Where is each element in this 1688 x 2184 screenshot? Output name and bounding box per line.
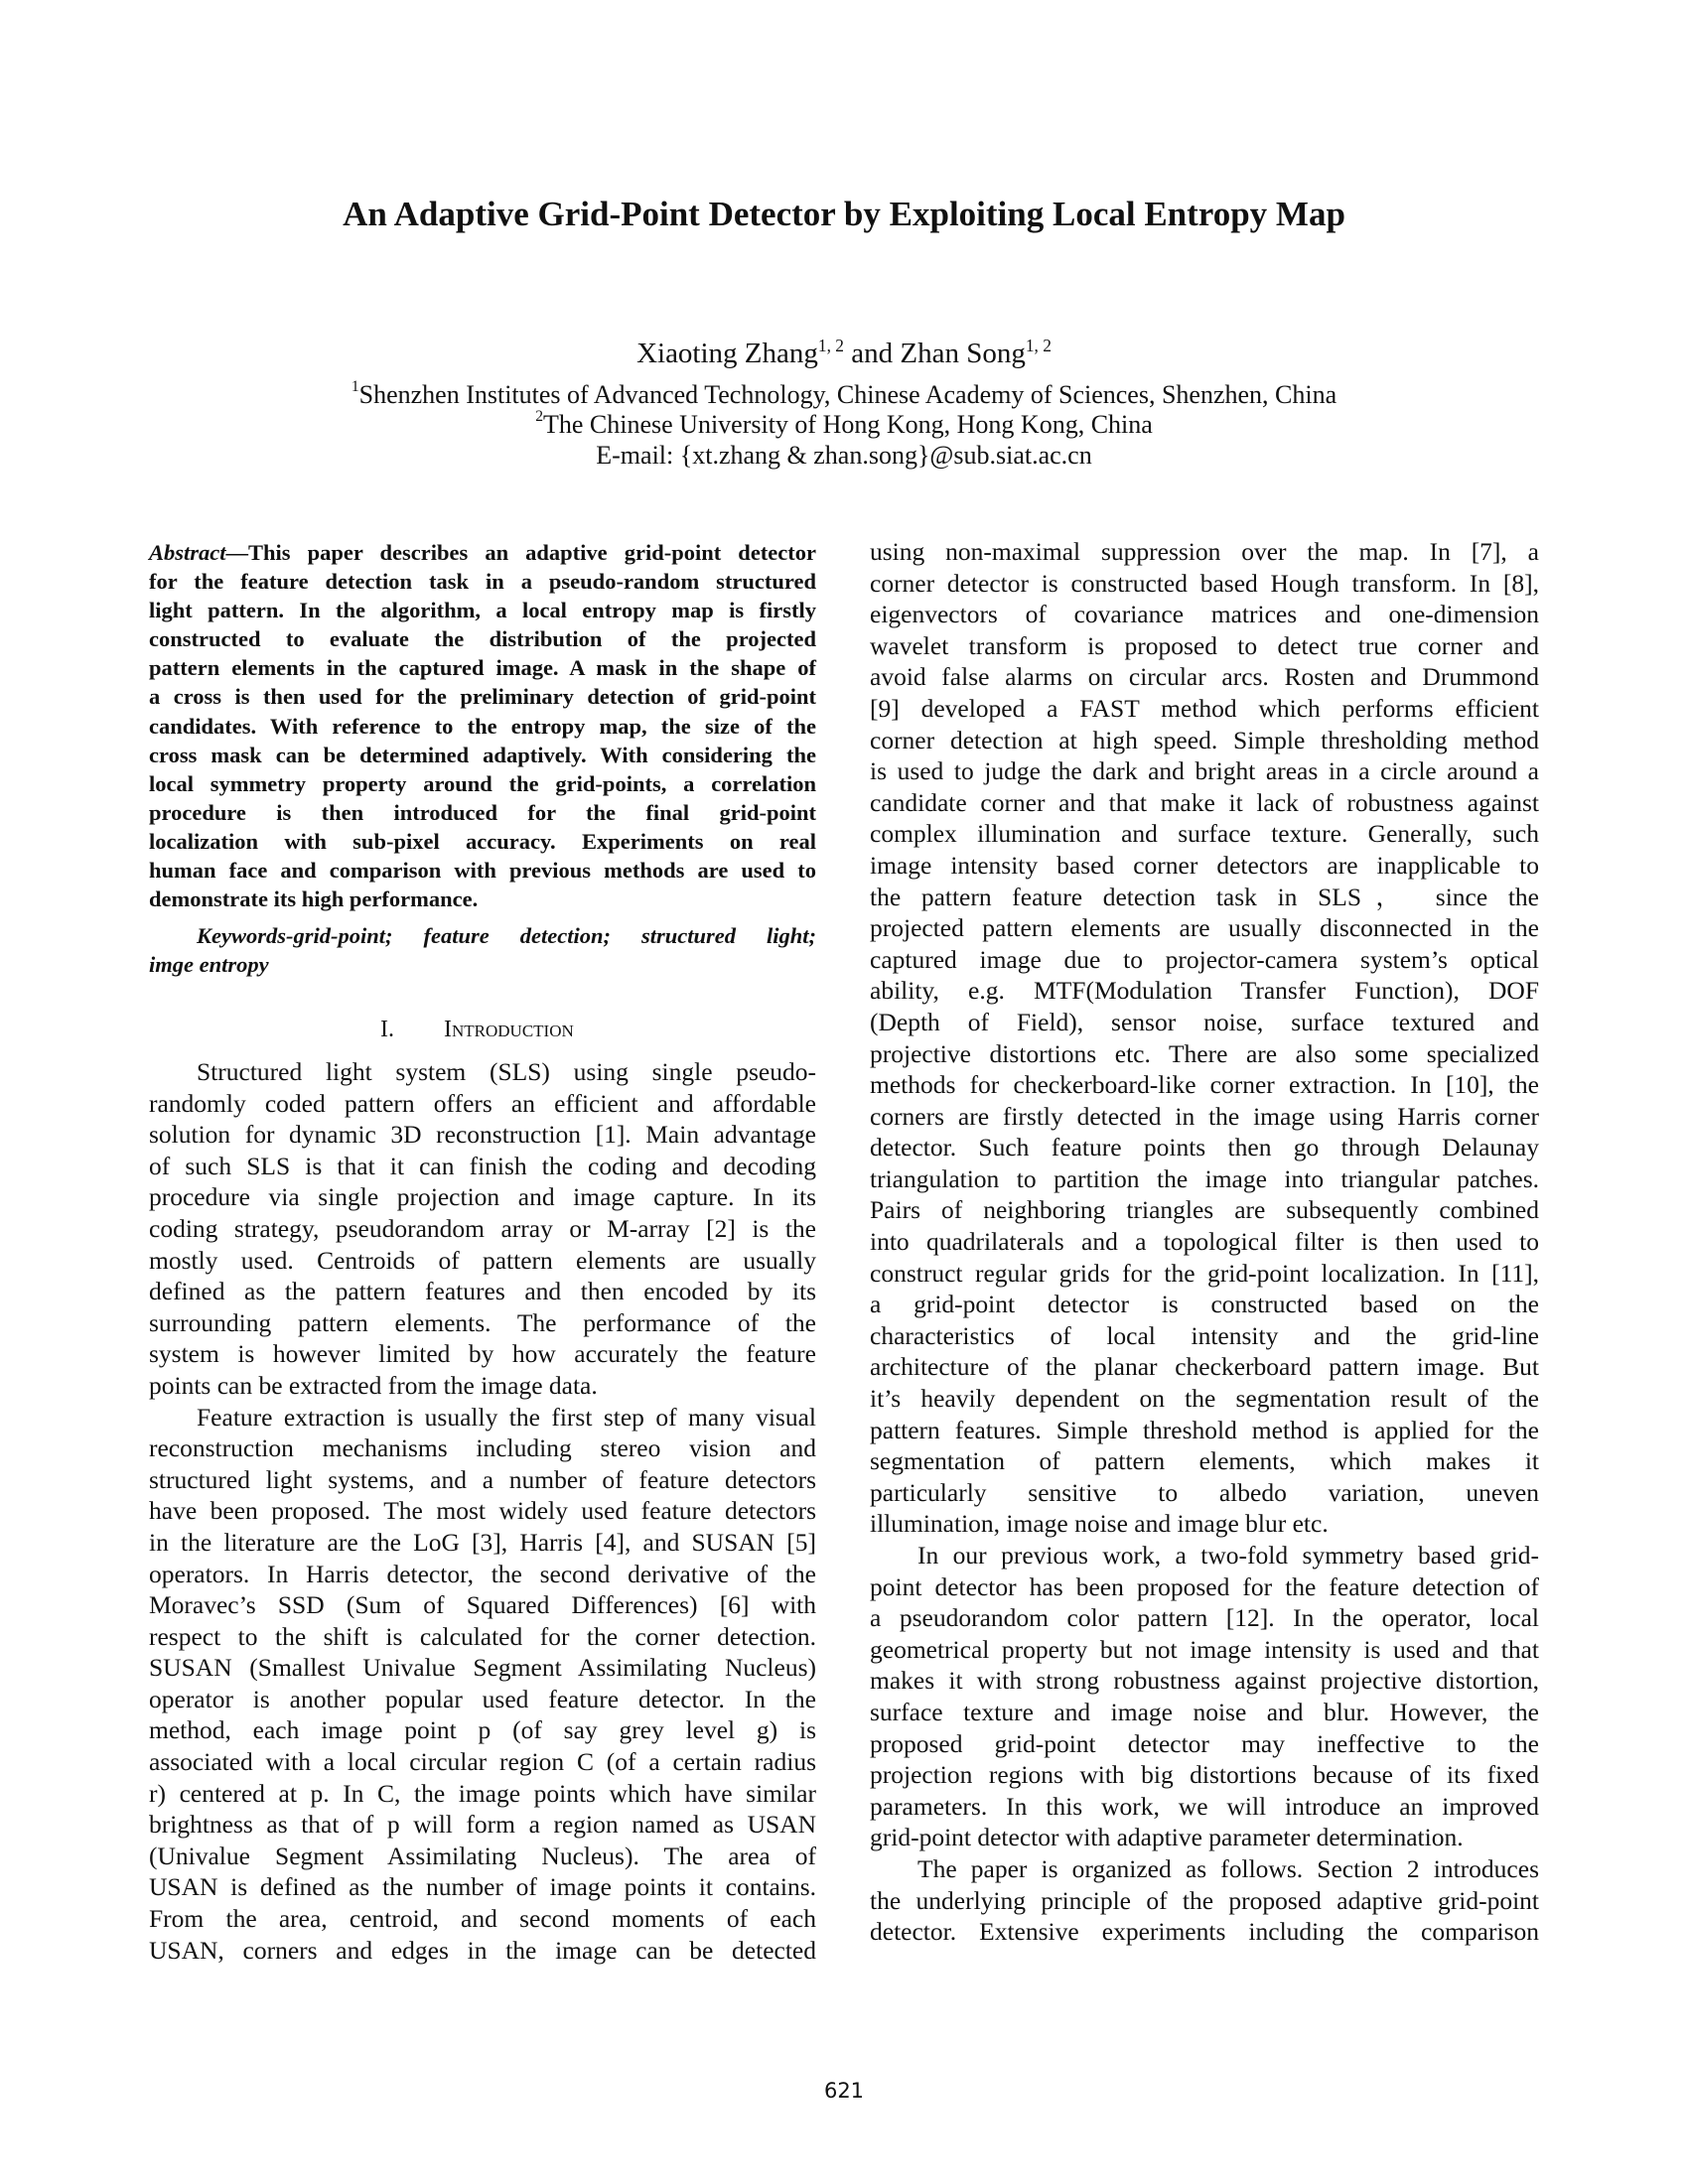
body-line: corners are firstly detected in the image using Harris corner [870,1101,1539,1131]
body-line: architecture of the planar checkerboard pattern image. But [870,1352,1539,1382]
affiliation-text: The Chinese University of Hong Kong, Hong Kong, China [542,410,1153,439]
body-line: r) centered at p. In C, the image points which have similar [149,1778,816,1808]
body-line: brightness as that of p will form a region named as USAN [149,1810,816,1840]
body-line: eigenvectors of covariance matrices and one-dimension [870,600,1539,629]
body-line: respect to the shift is calculated for the corner detection. [149,1621,816,1651]
body-line: USAN, corners and edges in the image can be detected [149,1935,816,1965]
keywords-line: Keywords-grid-point; feature detection; structured light; [197,923,816,948]
body-line: projective distortions etc. There are also some specialized [870,1038,1539,1068]
body-line: ability, e.g. MTF(Modulation Transfer Function), DOF [870,976,1539,1006]
body-line: into quadrilaterals and a topological filter is then used to [870,1227,1539,1257]
body-line: method, each image point p (of say grey level g) is [149,1715,816,1745]
left-column-body [149,1056,816,1966]
affiliation-1 [0,380,1688,410]
author-line [0,338,1688,370]
body-line: using non-maximal suppression over the map. In [7], a [870,537,1539,566]
body-line: complex illumination and surface texture. Generally, such [870,819,1539,849]
section-number: I. [380,1017,394,1042]
abstract-line: human face and comparison with previous methods are used to [149,858,816,884]
body-line: projection regions with big distortions because of its fixed [870,1760,1539,1790]
abstract-line: Abstract—This paper describes an adaptive grid-point detector [149,540,816,565]
affiliation-marker: 1, 2 [817,336,844,355]
abstract-line: constructed to evaluate the distribution of the projected [149,626,816,652]
body-line: particularly sensitive to albedo variation, uneven [870,1477,1539,1507]
abstract-line: procedure is then introduced for the final grid-point [149,799,816,825]
abstract-line: candidates. With reference to the entropy map, the size of the [149,713,816,739]
affiliation-2 [0,410,1688,440]
body-line: geometrical property but not image intensity is used and that [870,1634,1539,1664]
body-line: a grid-point detector is constructed based on the [870,1290,1539,1319]
body-line: captured image due to projector-camera system’s optical [870,944,1539,974]
body-line: surrounding pattern elements. The performance of the [149,1307,816,1337]
body-line: pattern features. Simple threshold method is applied for the [870,1415,1539,1444]
abstract-line: local symmetry property around the grid-points, a correlation [149,770,816,796]
body-line: mostly used. Centroids of pattern elements are usually [149,1245,816,1275]
abstract-line: pattern elements in the captured image. A mask in the shape of [149,655,816,681]
body-line: detector. Extensive experiments including the comparison [870,1917,1539,1947]
body-line: proposed grid-point detector may ineffective to the [870,1728,1539,1758]
body-line: is used to judge the dark and bright areas in a circle around a [870,756,1539,786]
abstract-line: a cross is then used for the preliminary detection of grid-point [149,684,816,710]
body-line: of such SLS is that it can finish the coding and decoding [149,1151,816,1180]
abstract [149,538,816,913]
body-line: (Univalue Segment Assimilating Nucleus). The area of [149,1841,816,1870]
body-line: Pairs of neighboring triangles are subsequently combined [870,1195,1539,1225]
body-line: system is however limited by how accurately the feature [149,1339,816,1369]
body-line: The paper is organized as follows. Section 2 introduces [917,1853,1539,1883]
body-line: Structured light system (SLS) using single pseudo- [197,1057,816,1086]
body-line: surface texture and image noise and blur. However, the [870,1697,1539,1726]
body-line: From the area, centroid, and second moments of each [149,1904,816,1934]
body-line: USAN is defined as the number of image points it contains. [149,1872,816,1902]
body-line: operators. In Harris detector, the second derivative of the [149,1559,816,1588]
body-line: (Depth of Field), sensor noise, surface textured and [870,1007,1539,1036]
body-line: methods for checkerboard-like corner extraction. In [10], the [870,1070,1539,1100]
abstract-line: localization with sub-pixel accuracy. Experiments on real [149,828,816,854]
body-line: Feature extraction is usually the first step of many visual [197,1402,816,1432]
author-name: Xiaoting Zhang [636,338,818,369]
paper-title: An Adaptive Grid-Point Detector by Exploiting Local Entropy Map [343,195,1345,233]
body-line: avoid false alarms on circular arcs. Rosten and Drummond [870,662,1539,692]
body-line: makes it with strong robustness against projective distortion, [870,1666,1539,1696]
body-line: have been proposed. The most widely used feature detectors [149,1496,816,1526]
body-line: associated with a local circular region C (of a certain radius [149,1747,816,1777]
body-line: projected pattern elements are usually disconnected in the [870,913,1539,943]
abstract-line: light pattern. In the algorithm, a local entropy map is firstly [149,598,816,623]
body-line: image intensity based corner detectors are inapplicable to [870,850,1539,880]
body-line: coding strategy, pseudorandom array or M-array [2] is the [149,1213,816,1243]
body-line: corner detector is constructed based Hough transform. In [8], [870,568,1539,598]
page-number: 621 [823,2079,865,2103]
abstract-line: demonstrate its high performance. [149,887,479,912]
body-line: point detector has been proposed for the feature detection of [870,1571,1539,1601]
body-line: structured light systems, and a number of feature detectors [149,1464,816,1494]
body-line: in the literature are the LoG [3], Harris [4], and SUSAN [5] [149,1527,816,1557]
abstract-line: cross mask can be determined adaptively. With considering the [149,742,816,767]
body-line: characteristics of local intensity and the grid-line [870,1320,1539,1350]
body-line: SUSAN (Smallest Univalue Segment Assimilating Nucleus) [149,1653,816,1683]
body-line: randomly coded pattern offers an efficient and affordable [149,1088,816,1118]
affiliation-marker: 1, 2 [1025,336,1052,355]
body-line: illumination, image noise and image blur etc. [870,1509,1329,1539]
author-email: E-mail: {xt.zhang & zhan.song}@sub.siat.ac.cn [596,441,1092,470]
body-line: [9] developed a FAST method which performs efficient [870,693,1539,723]
body-line: solution for dynamic 3D reconstruction [1]. Main advantage [149,1120,816,1150]
body-line: corner detection at high speed. Simple thresholding method [870,725,1539,754]
body-line: parameters. In this work, we will introduce an improved [870,1791,1539,1821]
body-line: defined as the pattern features and then encoded by its [149,1277,816,1306]
body-line: candidate corner and that make it lack of robustness against [870,787,1539,817]
body-line: triangulation to partition the image into triangular patches. [870,1163,1539,1193]
body-line: a pseudorandom color pattern [12]. In the operator, local [870,1603,1539,1633]
affiliation-text: Shenzhen Institutes of Advanced Technology, Chinese Academy of Sciences, Shenzhen, China [358,380,1337,409]
body-line: Moravec’s SSD (Sum of Squared Differences) [6] with [149,1590,816,1620]
keywords [149,921,816,979]
body-line: segmentation of pattern elements, which makes it [870,1446,1539,1476]
abstract-label: Abstract [149,540,226,565]
body-line: construct regular grids for the grid-point localization. In [11], [870,1258,1539,1288]
affiliation-marker: 2 [535,408,543,425]
body-line: In our previous work, a two-fold symmetry based grid- [917,1541,1539,1570]
body-line: the underlying principle of the proposed adaptive grid-point [870,1885,1539,1915]
body-line: detector. Such feature points then go through Delaunay [870,1133,1539,1162]
affiliation-marker: 1 [351,378,359,395]
keywords-line: imge entropy [149,952,269,977]
body-line: procedure via single projection and image capture. In its [149,1182,816,1212]
abstract-line: for the feature detection task in a pseudo-random structured [149,569,816,595]
body-line: wavelet transform is proposed to detect true corner and [870,630,1539,660]
body-line: points can be extracted from the image data. [149,1370,598,1400]
author-joiner: and [843,338,901,369]
body-line: operator is another popular used feature detector. In the [149,1684,816,1713]
body-line: reconstruction mechanisms including stereo vision and [149,1433,816,1463]
right-column-body [870,536,1539,1948]
body-line: the pattern feature detection task in SLS， since the [870,882,1539,911]
body-line: grid-point detector with adaptive parameter determination. [870,1823,1464,1852]
author-name: Zhan Song [900,338,1026,369]
body-line: it’s heavily dependent on the segmentation result of the [870,1384,1539,1414]
section-title: Introduction [444,1017,574,1042]
